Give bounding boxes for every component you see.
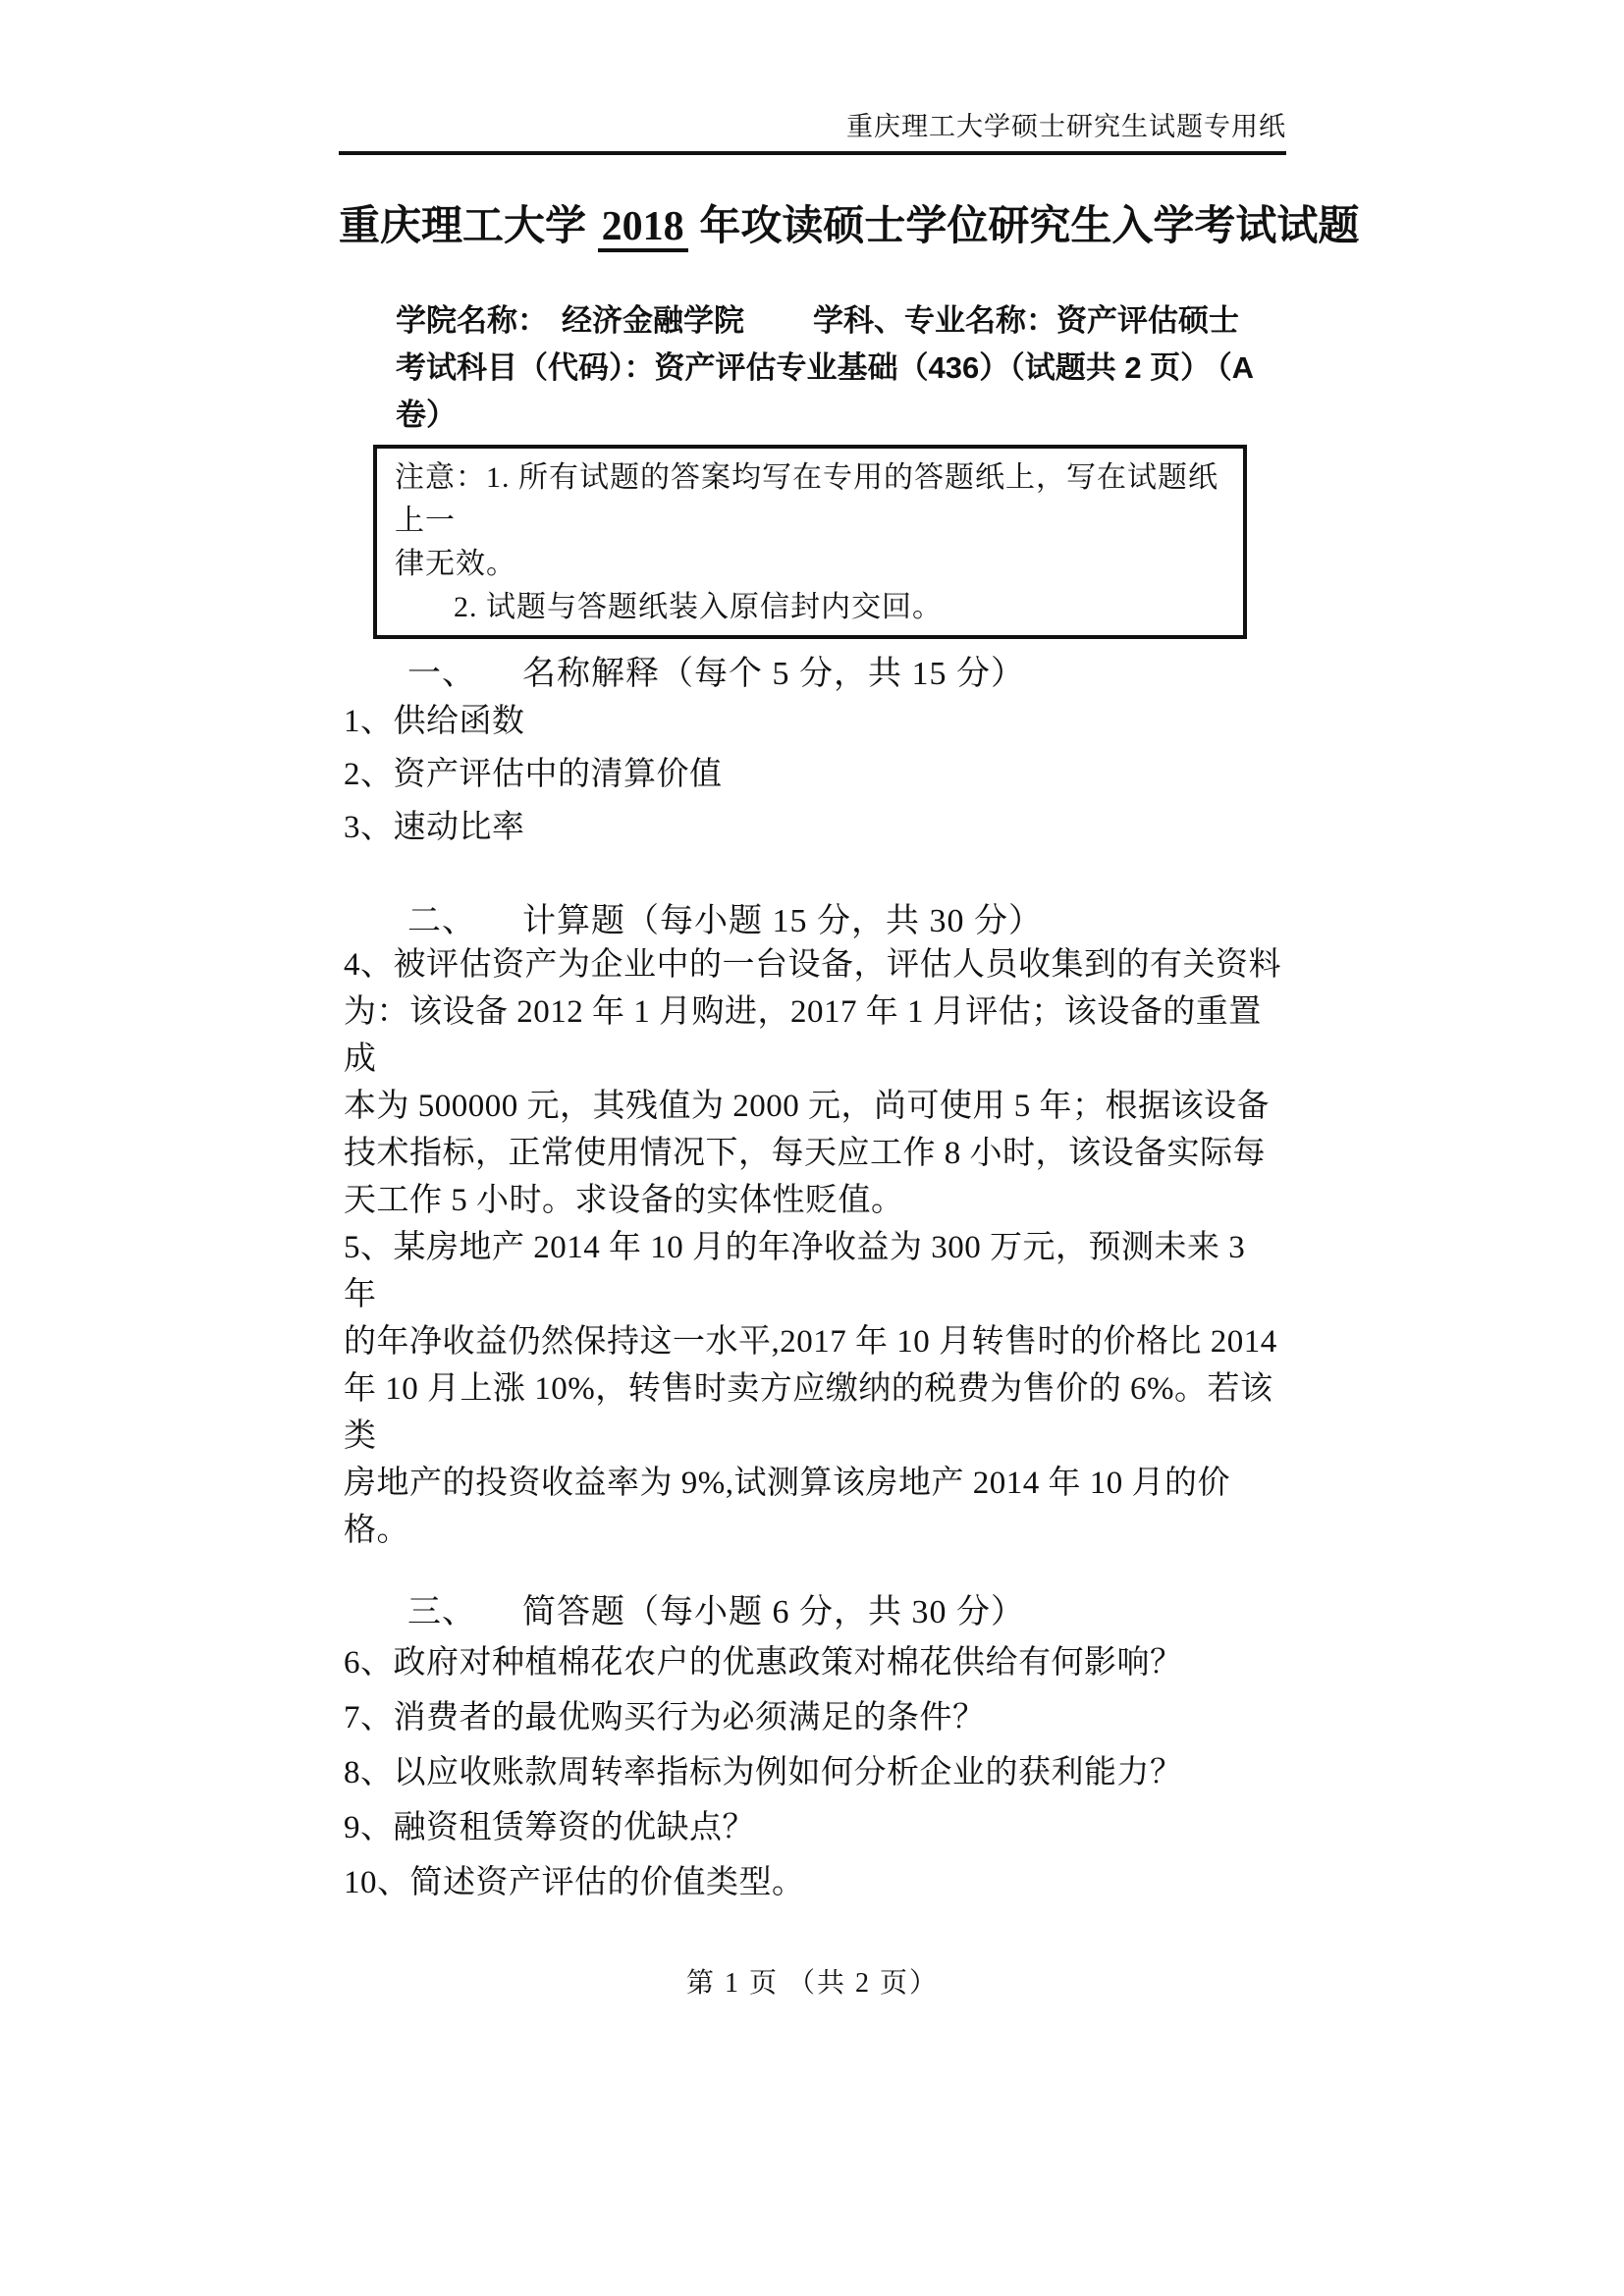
section-3-short-answer — [339, 1593, 1286, 1907]
info-line-subject — [396, 345, 1286, 439]
question-item-5 — [339, 1224, 1286, 1554]
question-item-6 — [339, 1638, 1286, 1687]
content-column — [339, 0, 1360, 2002]
notice-line-3: 2. 试题与答题纸装入原信封内交回。 — [454, 591, 943, 623]
section-1-glossary — [339, 655, 1286, 853]
page-footer: 第 1 页 （共 2 页） — [685, 1968, 939, 1999]
title-year: 2018 — [598, 205, 688, 252]
question-line: 4、被评估资产为企业中的一台设备，评估人员收集到的有关资料 — [344, 947, 1281, 983]
question-line: 年 10 月上涨 10%，转售时卖方应缴纳的税费为售价的 6%。若该类 — [344, 1371, 1273, 1454]
school-value: 经济金融学院 — [562, 303, 744, 338]
exam-info — [339, 297, 1286, 439]
question-item-4 — [339, 941, 1286, 1224]
question-line: 房地产的投资收益率为 9%,试测算该房地产 2014 年 10 月的价格。 — [344, 1466, 1230, 1548]
title-post: 年攻读硕士学位研究生入学考试试题 — [687, 202, 1360, 248]
section-3-number: 三、 — [407, 1594, 476, 1630]
section-3-heading — [339, 1593, 1286, 1632]
header-note: 重庆理工大学硕士研究生试题专用纸 — [846, 112, 1286, 141]
question-line: 5、某房地产 2014 年 10 月的年净收益为 300 万元，预测未来 3 年 — [344, 1230, 1246, 1312]
question-line: 的年净收益仍然保持这一水平,2017 年 10 月转售时的价格比 2014 — [344, 1324, 1277, 1360]
title-pre: 重庆理工大学 — [339, 202, 598, 248]
question-line: 2、资产评估中的清算价值 — [344, 757, 723, 792]
question-line: 7、消费者的最优购买行为必须满足的条件？ — [344, 1700, 986, 1735]
question-item-10 — [339, 1858, 1286, 1907]
major-value: 资产评估硕士 — [1056, 303, 1239, 338]
question-item-1 — [339, 696, 1286, 747]
question-line: 10、简述资产评估的价值类型。 — [344, 1865, 805, 1900]
section-2-heading-text: 计算题（每小题 15 分，共 30 分） — [522, 903, 1043, 939]
question-line: 6、政府对种植棉花农户的优惠政策对棉花供给有何影响？ — [344, 1645, 1183, 1681]
question-line: 3、速动比率 — [344, 810, 525, 845]
question-line: 为：该设备 2012 年 1 月购进，2017 年 1 月评估；该设备的重置成 — [344, 994, 1262, 1077]
question-item-9 — [339, 1803, 1286, 1852]
notice-line-1: 注意：1. 所有试题的答案均写在专用的答题纸上，写在试题纸上一 — [395, 461, 1218, 537]
section-3-heading-text: 简答题（每小题 6 分，共 30 分） — [522, 1594, 1025, 1630]
question-item-7 — [339, 1693, 1286, 1742]
section-2-calculation — [339, 902, 1286, 1554]
section-2-number: 二、 — [407, 903, 476, 939]
info-line-school-major — [396, 297, 1286, 345]
question-item-8 — [339, 1748, 1286, 1797]
question-line: 9、融资租赁筹资的优缺点？ — [344, 1810, 755, 1845]
question-item-3 — [339, 802, 1286, 853]
notice-box — [373, 445, 1247, 639]
question-line: 天工作 5 小时。求设备的实体性贬值。 — [344, 1183, 904, 1218]
header-rule — [339, 151, 1286, 155]
school-label: 学院名称： — [396, 303, 548, 338]
paper-variant-badge: （A 卷） — [396, 350, 1253, 432]
section-2-heading — [339, 902, 1286, 941]
major-label: 学科、专业名称： — [813, 303, 1056, 338]
section-1-heading-text: 名称解释（每个 5 分，共 15 分） — [522, 656, 1025, 692]
notice-line-2: 律无效。 — [395, 548, 516, 580]
question-line: 1、供给函数 — [344, 704, 525, 739]
question-line: 本为 500000 元，其残值为 2000 元，尚可使用 5 年；根据该设备 — [344, 1089, 1270, 1124]
subject-label: 考试科目（代码）： — [396, 350, 655, 385]
exam-title — [339, 200, 1360, 252]
section-1-number: 一、 — [407, 656, 476, 692]
subject-value: 资产评估专业基础（436）（试题共 2 页） — [654, 350, 1212, 385]
section-1-heading — [339, 655, 1286, 694]
question-line: 技术指标，正常使用情况下，每天应工作 8 小时，该设备实际每 — [344, 1136, 1266, 1171]
question-item-2 — [339, 749, 1286, 800]
question-line: 8、以应收账款周转率指标为例如何分析企业的获利能力？ — [344, 1755, 1183, 1790]
